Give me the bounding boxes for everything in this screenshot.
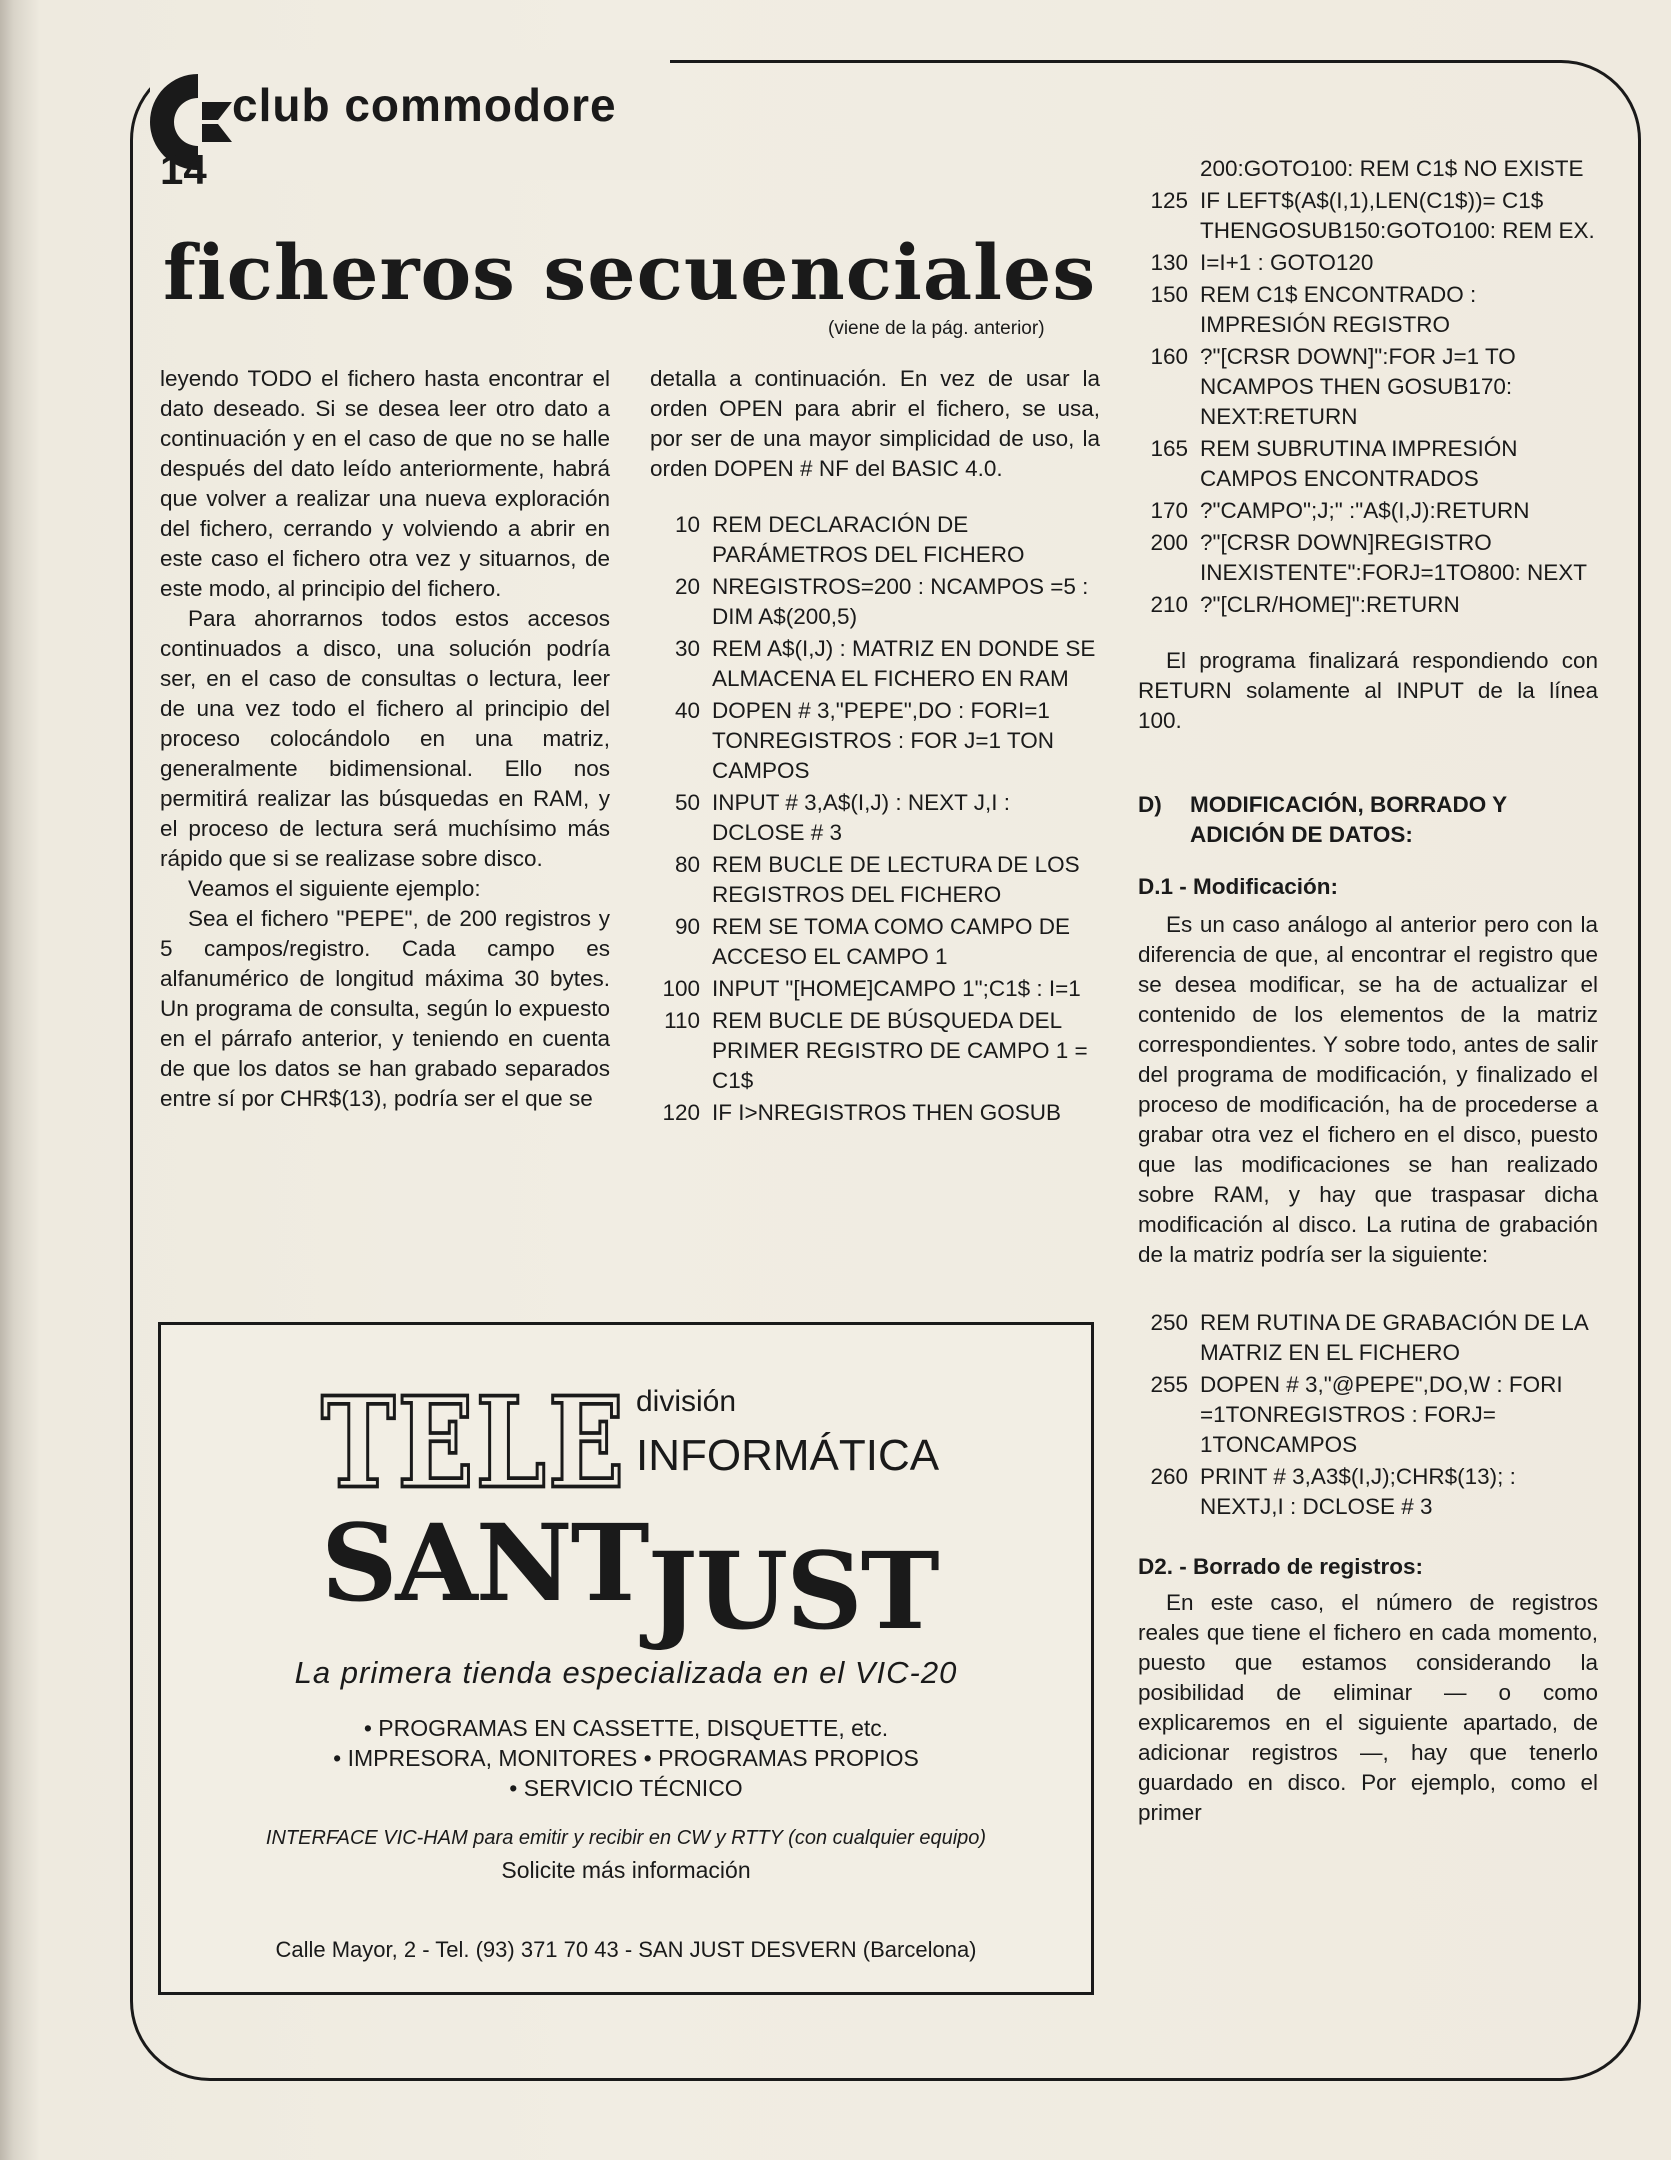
line-number: 130 (1150, 250, 1188, 275)
ad-solicite: Solicite más información (501, 1857, 751, 1883)
ad-bullets (161, 1713, 1091, 1803)
continued-note: (viene de la pág. anterior) (828, 318, 1045, 339)
code-text: REM SE TOMA COMO CAMPO DE ACCESO EL CAMPO 1 (712, 914, 1070, 969)
line-number: 50 (674, 790, 700, 815)
code-line (1138, 1308, 1598, 1368)
line-number: 10 (674, 512, 700, 537)
line-number: 165 (1150, 436, 1188, 461)
paragraph: detalla a continuación. En vez de usar la orden OPEN para abrir el fichero, se usa, por ser de una mayor simplicidad de uso, la orden DOPEN # NF del BASIC 4.0. (650, 366, 1100, 481)
code-line (650, 788, 1100, 848)
line-number: 250 (1150, 1310, 1188, 1335)
line-number: 125 (1150, 188, 1188, 213)
code-line (650, 634, 1100, 694)
code-line (1138, 280, 1598, 340)
ad-bullet: • PROGRAMAS EN CASSETTE, DISQUETTE, etc. (363, 1715, 889, 1741)
code-text: REM C1$ ENCONTRADO : IMPRESIÓN REGISTRO (1200, 282, 1477, 337)
ad-address: Calle Mayor, 2 - Tel. (93) 371 70 43 - SAN JUST DESVERN (Barcelona) (275, 1937, 977, 1962)
brand-name: club commodore (232, 79, 617, 131)
code-line (1138, 496, 1598, 526)
paragraph: leyendo TODO el fichero hasta encontrar el dato deseado. Si se desea leer otro dato a continuación y en el caso de que no se halle después del dato leído anteriormente, habrá que volver a realizar una nueva exploración del fichero, cerrando y volviendo a abrir en este caso el fichero otra vez y situarnos, de este modo, al principio del fichero. (160, 366, 610, 601)
code-text: REM SUBRUTINA IMPRESIÓN CAMPOS ENCONTRADOS (1200, 436, 1518, 491)
line-number: 40 (674, 698, 700, 723)
code-text: PRINT # 3,A3$(I,J);CHR$(13); : NEXTJ,I : DCLOSE # 3 (1200, 1464, 1516, 1519)
section-title: MODIFICACIÓN, BORRADO Y ADICIÓN DE DATOS: (1190, 792, 1507, 847)
code-text: REM BUCLE DE LECTURA DE LOS REGISTROS DEL FICHERO (712, 852, 1080, 907)
code-text: REM BUCLE DE BÚSQUEDA DEL PRIMER REGISTRO DE CAMPO 1 = C1$ (712, 1008, 1088, 1093)
code-line (1138, 1370, 1598, 1460)
paragraph: El programa finalizará respondiendo con RETURN solamente al INPUT de la línea 100. (1138, 648, 1598, 733)
code-text: ?"CAMPO";J;" :"A$(I,J):RETURN (1200, 498, 1530, 523)
code-line (1138, 342, 1598, 432)
code-line (1138, 186, 1598, 246)
code-text: DOPEN # 3,"PEPE",DO : FORI=1 TONREGISTROS : FOR J=1 TON CAMPOS (712, 698, 1054, 783)
code-line (1138, 590, 1598, 620)
code-text: DOPEN # 3,"@PEPE",DO,W : FORI =1TONREGISTROS : FORJ= 1TONCAMPOS (1200, 1372, 1563, 1457)
subsection-heading: D2. - Borrado de registros: (1138, 1554, 1424, 1579)
article-title: ficheros secuenciales (163, 228, 1097, 317)
code-line (650, 696, 1100, 786)
code-text: INPUT "[HOME]CAMPO 1";C1$ : I=1 (712, 976, 1081, 1001)
code-line (650, 1098, 1100, 1128)
line-number: 170 (1150, 498, 1188, 523)
line-number: 255 (1150, 1372, 1188, 1397)
column-3 (1138, 154, 1598, 1828)
code-text: REM RUTINA DE GRABACIÓN DE LA MATRIZ EN EL FICHERO (1200, 1310, 1588, 1365)
code-text: I=I+1 : GOTO120 (1200, 250, 1374, 275)
code-line (650, 850, 1100, 910)
code-line (1138, 434, 1598, 494)
ad-bullet: • IMPRESORA, MONITORES • PROGRAMAS PROPIOS (333, 1745, 919, 1771)
code-listing-2 (1138, 1308, 1598, 1522)
line-number: 260 (1150, 1464, 1188, 1489)
code-text: ?"[CLR/HOME]":RETURN (1200, 592, 1460, 617)
paragraph: Para ahorrarnos todos estos accesos continuados a disco, una solución podría ser, en el caso de consultas o lectura, leer de una vez todo el fichero al principio del proceso colocándolo en una matriz, generalmente bidimensional. Ello nos permitirá realizar las búsquedas en RAM, y el proceso de lectura será muchísimo más rápido que si se realizase sobre disco. (160, 606, 610, 871)
ad-tagline: La primera tienda especializada en el VIC-20 (294, 1655, 958, 1690)
code-line (650, 912, 1100, 972)
code-line (650, 510, 1100, 570)
subsection-heading: D.1 - Modificación: (1138, 874, 1339, 899)
code-text: REM A$(I,J) : MATRIZ EN DONDE SE ALMACENA EL FICHERO EN RAM (712, 636, 1096, 691)
section-label: D) (1138, 792, 1162, 817)
line-number: 200 (1150, 530, 1188, 555)
paragraph: Veamos el siguiente ejemplo: (188, 876, 481, 901)
paragraph: Sea el fichero "PEPE", de 200 registros y 5 campos/registro. Cada campo es alfanumérico de longitud máxima 30 bytes. Un programa de consulta, según lo expuesto en el párrafo anterior, y teniendo en cuenta de que los datos se han grabado separados entre sí por CHR$(13), podría ser el que se (160, 906, 610, 1111)
line-number: 120 (662, 1100, 700, 1125)
code-line (650, 1006, 1100, 1096)
ad-interface: INTERFACE VIC-HAM para emitir y recibir en CW y RTTY (con cualquier equipo) (265, 1827, 987, 1849)
line-number: 80 (674, 852, 700, 877)
code-line (650, 572, 1100, 632)
page-number: 14 (160, 146, 207, 193)
line-number: 110 (664, 1008, 700, 1033)
paragraph: En este caso, el número de registros reales que tiene el fichero en cada momento, puesto que estamos considerando la posibilidad de eliminar — o como explicaremos en el siguiente apartado, de adicionar registros —, hay que tenerlo guardado en disco. Por ejemplo, como el primer (1138, 1590, 1598, 1825)
line-number: 160 (1150, 344, 1188, 369)
ad-logo (321, 1368, 938, 1653)
code-listing-1 (650, 510, 1100, 1128)
advertisement (158, 1322, 1094, 1995)
line-number (1138, 154, 1200, 184)
line-number: 30 (674, 636, 700, 661)
code-line (1138, 528, 1598, 588)
column-2 (650, 364, 1100, 1130)
code-text: 200:GOTO100: REM C1$ NO EXISTE (1200, 156, 1584, 181)
code-text: REM DECLARACIÓN DE PARÁMETROS DEL FICHERO (712, 512, 1025, 567)
paragraph: Es un caso análogo al anterior pero con la diferencia de que, al encontrar el registro que se desea modificar, se ha de actualizar el contenido de los elementos de la matriz correspondientes. Y sobre todo, antes de salir del programa de modificación, y finalizado el proceso de modificación, ha de procederse a grabar otra vez el fichero en el disco, puesto que las modificaciones se han realizado sobre RAM, y hay que traspasar dicha modificación al disco. La rutina de grabación de la matriz podría ser la siguiente: (1138, 912, 1598, 1267)
line-number: 150 (1150, 282, 1188, 307)
logo-tele: TELE (321, 1368, 627, 1517)
line-number: 100 (662, 976, 700, 1001)
code-line (1138, 248, 1598, 278)
section-d-heading (1138, 790, 1598, 850)
code-text: ?"[CRSR DOWN]REGISTRO INEXISTENTE":FORJ=1TO800: NEXT (1200, 530, 1588, 585)
column-1 (160, 364, 610, 1114)
ad-bullet: • SERVICIO TÉCNICO (509, 1775, 743, 1801)
code-text: NREGISTROS=200 : NCAMPOS =5 : DIM A$(200,5) (712, 574, 1089, 629)
code-listing-1-continued (1138, 154, 1598, 620)
code-line (1138, 154, 1598, 184)
code-text: IF LEFT$(A$(I,1),LEN(C1$))= C1$ THENGOSUB150:GOTO100: REM EX. (1200, 188, 1595, 243)
line-number: 20 (674, 574, 700, 599)
line-number: 90 (674, 914, 700, 939)
code-text: INPUT # 3,A$(I,J) : NEXT J,I : DCLOSE # 3 (712, 790, 1010, 845)
code-text: ?"[CRSR DOWN]":FOR J=1 TO NCAMPOS THEN GOSUB170: NEXT:RETURN (1200, 344, 1516, 429)
code-text: IF I>NREGISTROS THEN GOSUB (712, 1100, 1062, 1125)
line-number: 210 (1150, 592, 1188, 617)
logo-sant: SANT (321, 1500, 648, 1625)
ad-division: división (636, 1385, 737, 1418)
code-line (650, 974, 1100, 1004)
code-line (1138, 1462, 1598, 1522)
ad-informatica: INFORMÁTICA (636, 1431, 940, 1480)
logo-just: JUST (647, 1528, 938, 1653)
logo-santjust (321, 1500, 938, 1653)
